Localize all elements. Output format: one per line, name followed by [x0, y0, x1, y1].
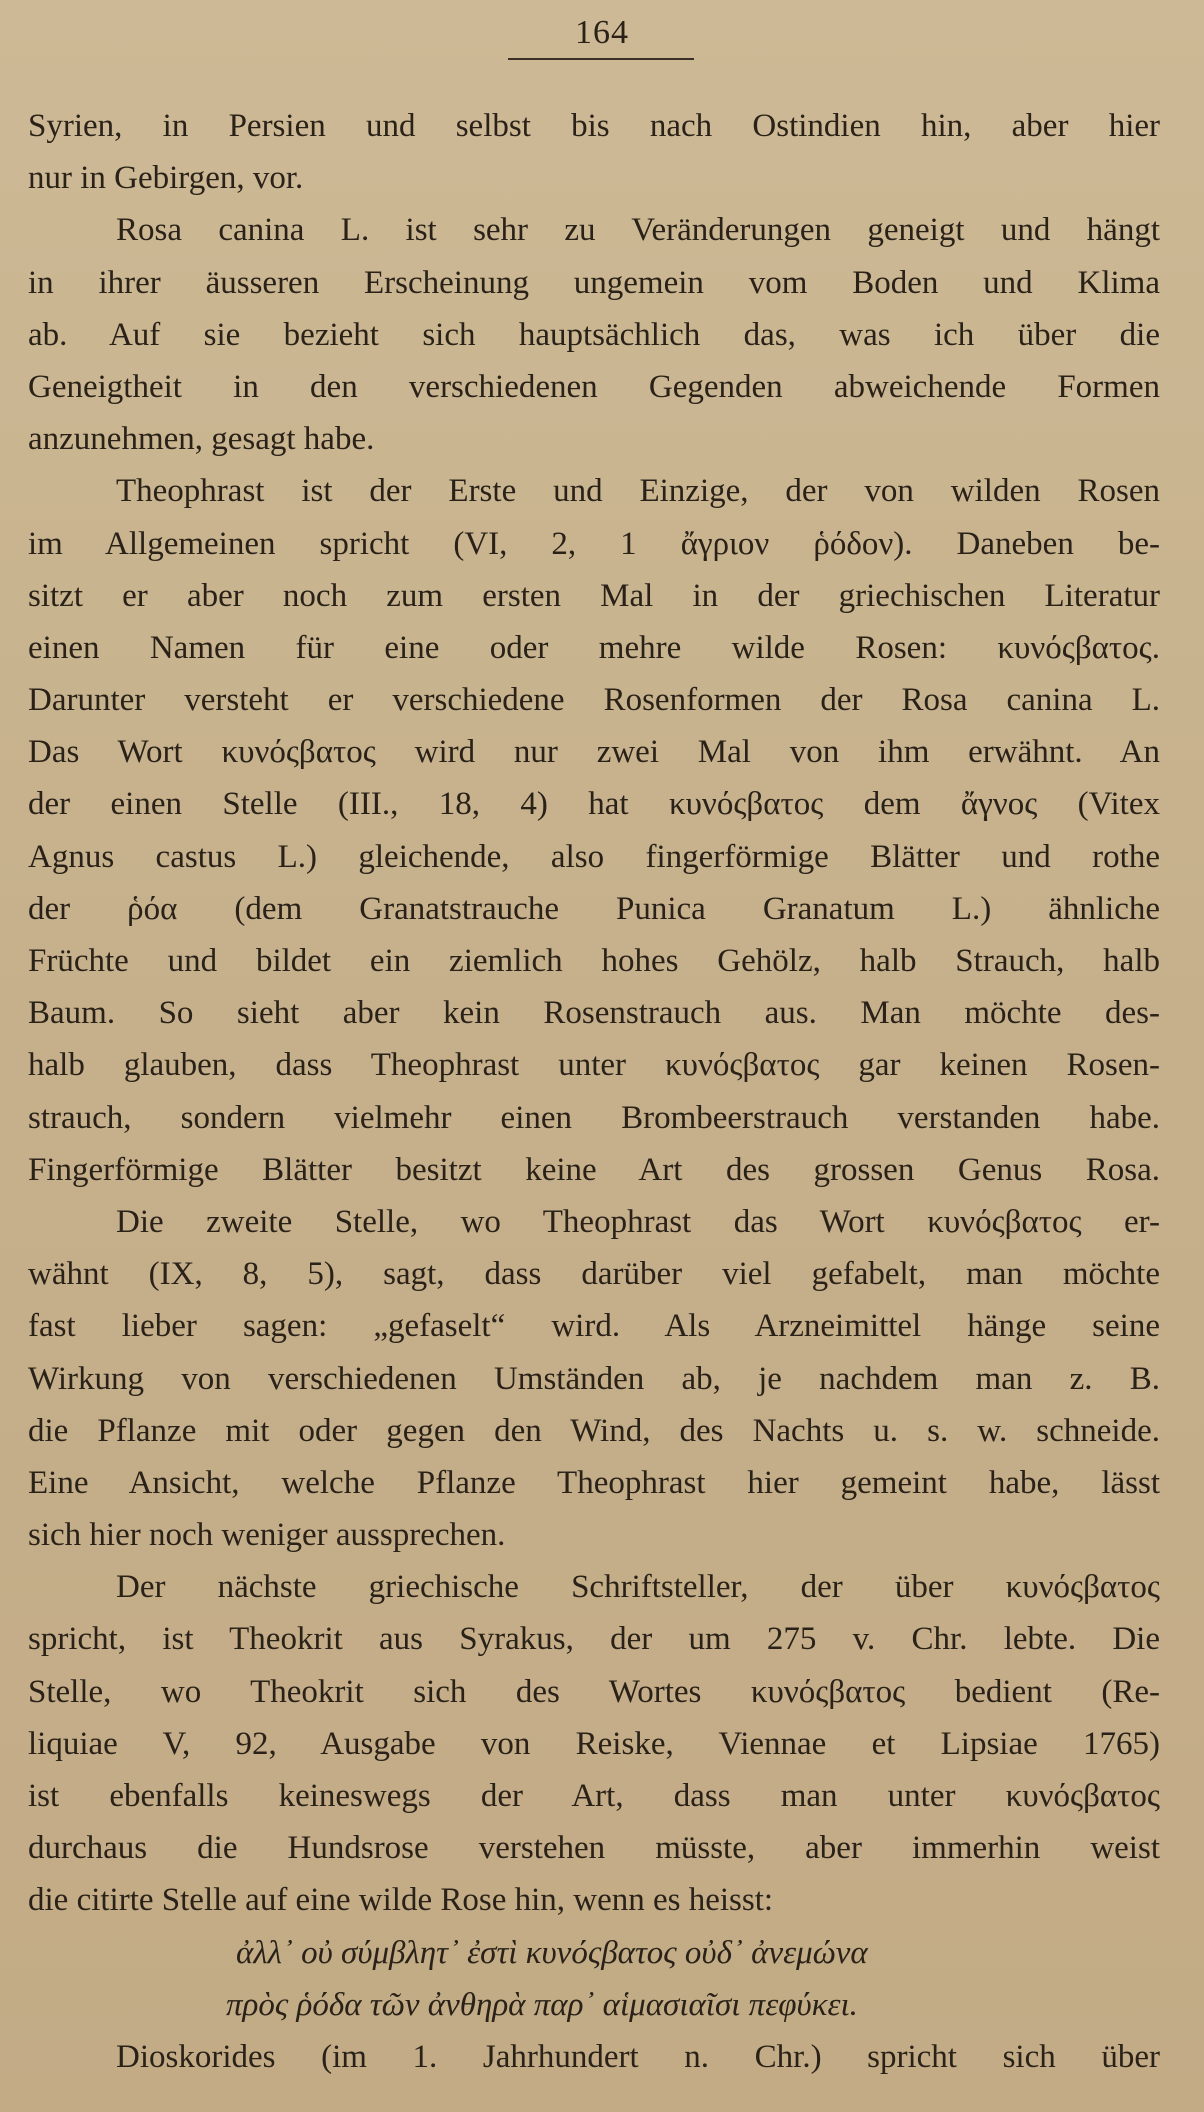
text-line: einen Namen für eine oder mehre wilde Rosen: κυνόςβατος. — [28, 629, 1160, 666]
text-line: halb glauben, dass Theophrast unter κυνόςβατος gar keinen Rosen- — [28, 1047, 1160, 1084]
text-line: Früchte und bildet ein ziemlich hohes Gehölz, halb Strauch, halb — [28, 943, 1160, 979]
text-line: sich hier noch weniger aussprechen. — [28, 1517, 506, 1554]
text-line: Fingerförmige Blätter besitzt keine Art des grossen Genus Rosa. — [28, 1151, 1160, 1188]
text-line: Eine Ansicht, welche Pflanze Theophrast hier gemeint habe, lässt — [28, 1464, 1160, 1501]
text-line: ἀλλ᾽ οὐ σύμβλητ᾽ ἐστὶ κυνόςβατος οὐδ᾽ ἀνεμώνα — [236, 1934, 868, 1971]
text-line: ist ebenfalls keineswegs der Art, dass man unter κυνόςβατος — [28, 1778, 1160, 1814]
text-line: durchaus die Hundsrose verstehen müsste, aber immerhin weist — [28, 1830, 1160, 1867]
text-line: strauch, sondern vielmehr einen Brombeerstrauch verstanden habe. — [28, 1099, 1160, 1136]
text-line: Der nächste griechische Schriftsteller, der über κυνόςβατος — [116, 1569, 1160, 1606]
page-number: 164 — [575, 14, 629, 51]
text-line: Baum. So sieht aber kein Rosenstrauch aus. Man möchte des- — [28, 995, 1160, 1032]
text-line: in ihrer äusseren Erscheinung ungemein vom Boden und Klima — [28, 264, 1160, 301]
text-line: Rosa canina L. ist sehr zu Veränderungen geneigt und hängt — [116, 212, 1160, 249]
text-line: Stelle, wo Theokrit sich des Wortes κυνόςβατος bedient (Re- — [28, 1673, 1160, 1710]
body-text — [28, 100, 1160, 2083]
text-line: Die zweite Stelle, wo Theophrast das Wort κυνόςβατος er- — [116, 1203, 1160, 1240]
text-line: im Allgemeinen spricht (VI, 2, 1 ἄγριον ῥόδον). Daneben be- — [28, 525, 1160, 562]
text-line: wähnt (IX, 8, 5), sagt, dass darüber viel gefabelt, man möchte — [28, 1256, 1160, 1293]
text-line: Syrien, in Persien und selbst bis nach Ostindien hin, aber hier — [28, 108, 1160, 144]
text-line: Darunter versteht er verschiedene Rosenformen der Rosa canina L. — [28, 682, 1160, 719]
text-line: nur in Gebirgen, vor. — [28, 160, 304, 197]
text-line: spricht, ist Theokrit aus Syrakus, der um 275 v. Chr. lebte. Die — [28, 1621, 1160, 1658]
text-line: der einen Stelle (III., 18, 4) hat κυνόςβατος dem ἄγνος (Vitex — [28, 786, 1160, 823]
text-line: Theophrast ist der Erste und Einzige, der von wilden Rosen — [116, 473, 1160, 510]
text-line: Agnus castus L.) gleichende, also fingerförmige Blätter und rothe — [28, 838, 1160, 875]
text-line: Dioskorides (im 1. Jahrhundert n. Chr.) spricht sich über — [116, 2038, 1160, 2075]
text-line: liquiae V, 92, Ausgabe von Reiske, Viennae et Lipsiae 1765) — [28, 1725, 1160, 1762]
text-line: Geneigtheit in den verschiedenen Gegenden abweichende Formen — [28, 368, 1160, 405]
text-line: πρὸς ῥόδα τῶν ἀνθηρὰ παρ᾽ αἱμασιαῖσι πεφύκει. — [226, 1986, 858, 2023]
text-line: anzunehmen, gesagt habe. — [28, 421, 375, 458]
text-line: fast lieber sagen: „gefaselt“ wird. Als Arzneimittel hänge seine — [28, 1308, 1160, 1345]
text-line: Das Wort κυνόςβατος wird nur zwei Mal von ihm erwähnt. An — [28, 734, 1160, 771]
text-line: ab. Auf sie bezieht sich hauptsächlich das, was ich über die — [28, 316, 1160, 353]
text-line: die Pflanze mit oder gegen den Wind, des Nachts u. s. w. schneide. — [28, 1412, 1160, 1449]
header-rule — [508, 58, 694, 60]
text-line: die citirte Stelle auf eine wilde Rose hin, wenn es heisst: — [28, 1882, 774, 1919]
text-line: der ῥόα (dem Granatstrauche Punica Granatum L.) ähnliche — [28, 890, 1160, 927]
text-line: sitzt er aber noch zum ersten Mal in der griechischen Literatur — [28, 577, 1160, 614]
text-line: Wirkung von verschiedenen Umständen ab, je nachdem man z. B. — [28, 1360, 1160, 1397]
